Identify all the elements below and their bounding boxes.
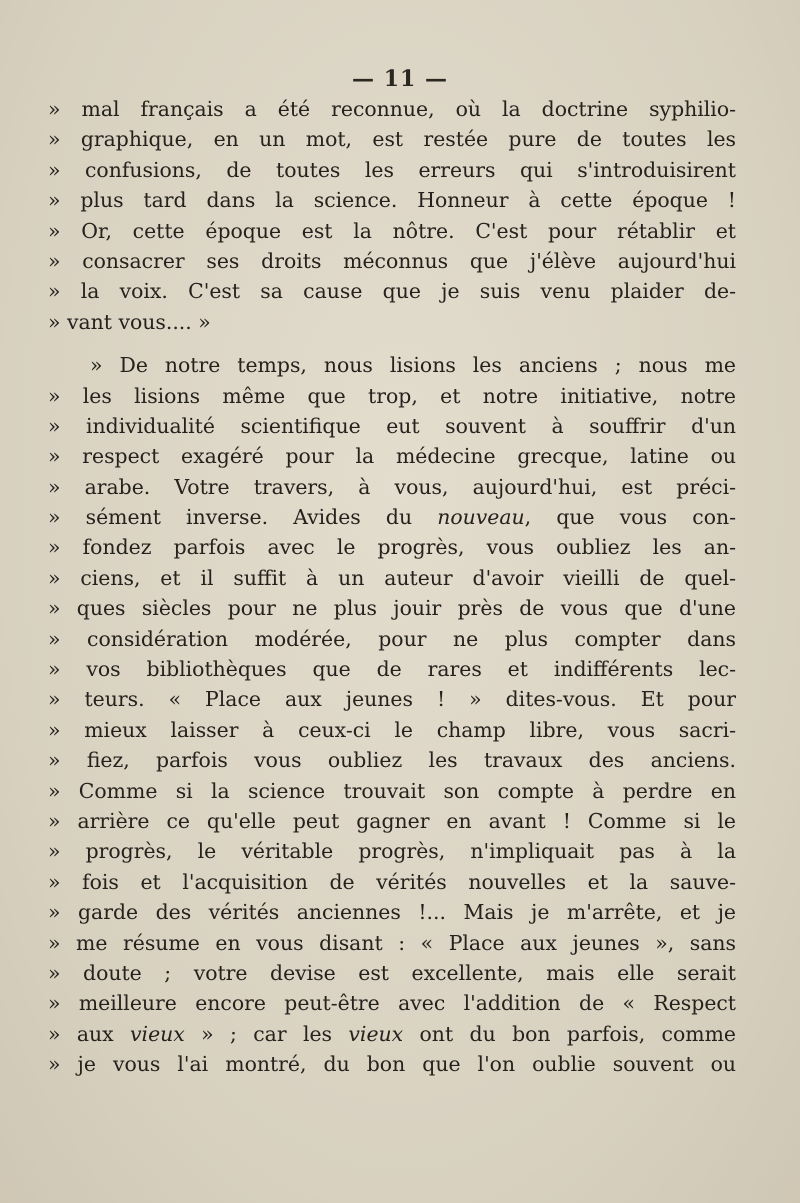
text-line: » Or, cette époque est la nôtre. C'est pour rétablir et	[48, 218, 736, 243]
text-line: » arrière ce qu'elle peut gagner en avant ! Comme si le	[48, 808, 736, 833]
italic-word: vieux	[348, 1021, 404, 1046]
text-line: » considération modérée, pour ne plus compter dans	[48, 626, 736, 651]
text-line: » garde des vérités anciennes !... Mais je m'arrête, et je	[48, 900, 736, 925]
text-line: » fondez parfois avec le progrès, vous oubliez les an-	[48, 535, 736, 560]
text-line: » plus tard dans la science. Honneur à cette époque !	[48, 188, 736, 213]
text-line: » me résume en vous disant : « Place aux jeunes », sans	[48, 930, 736, 955]
text-line: » ciens, et il suffit à un auteur d'avoir vieilli de quel-	[48, 565, 736, 590]
text-line: » vos bibliothèques que de rares et indifférents lec-	[48, 657, 736, 682]
text-line: » teurs. « Place aux jeunes ! » dites-vous. Et pour	[48, 687, 736, 712]
text-line: » fiez, parfois vous oubliez les travaux des anciens.	[48, 748, 736, 773]
text-line: » consacrer ses droits méconnus que j'élève aujourd'hui	[48, 248, 736, 273]
text-line: » doute ; votre devise est excellente, mais elle serait	[48, 960, 736, 985]
text-line: » respect exagéré pour la médecine grecque, latine ou	[48, 444, 736, 469]
text-line: » Comme si la science trouvait son compte à perdre en	[48, 778, 736, 803]
text-line: » les lisions même que trop, et notre initiative, notre	[48, 383, 736, 408]
text-line: » vant vous.... »	[48, 309, 211, 334]
text-line: » sément inverse. Avides du nouveau, que vous con-	[48, 505, 736, 530]
body-text	[48, 94, 748, 1080]
text-line: » la voix. C'est sa cause que je suis venu plaider de-	[48, 279, 736, 304]
page-number: — 11 —	[352, 66, 448, 92]
text-line: » graphique, en un mot, est restée pure de toutes les	[48, 127, 736, 152]
text-line: » je vous l'ai montré, du bon que l'on oublie souvent ou	[48, 1052, 736, 1077]
text-line: » De notre temps, nous lisions les anciens ; nous me	[90, 353, 736, 378]
text-line: » fois et l'acquisition de vérités nouvelles et la sauve-	[48, 869, 736, 894]
italic-word: vieux	[130, 1021, 185, 1046]
text-line: » individualité scientifique eut souvent à souffrir d'un	[48, 413, 736, 438]
text-line: » progrès, le véritable progrès, n'impliquait pas à la	[48, 839, 736, 864]
text-line: » mieux laisser à ceux-ci le champ libre, vous sacri-	[48, 717, 736, 742]
text-line: » aux vieux » ; car les vieux ont du bon parfois, comme	[48, 1021, 736, 1046]
text-line: » arabe. Votre travers, à vous, aujourd'hui, est préci-	[48, 474, 736, 499]
text-line: » mal français a été reconnue, où la doctrine syphilio-	[48, 97, 736, 121]
paragraph-2	[48, 350, 748, 1079]
paragraph-1	[48, 94, 748, 337]
text-line: » meilleure encore peut-être avec l'addition de « Respect	[48, 991, 736, 1016]
text-line: » confusions, de toutes les erreurs qui s'introduisirent	[48, 157, 736, 182]
italic-word: nouveau	[437, 505, 525, 530]
text-line: » ques siècles pour ne plus jouir près de vous que d'une	[48, 596, 736, 621]
